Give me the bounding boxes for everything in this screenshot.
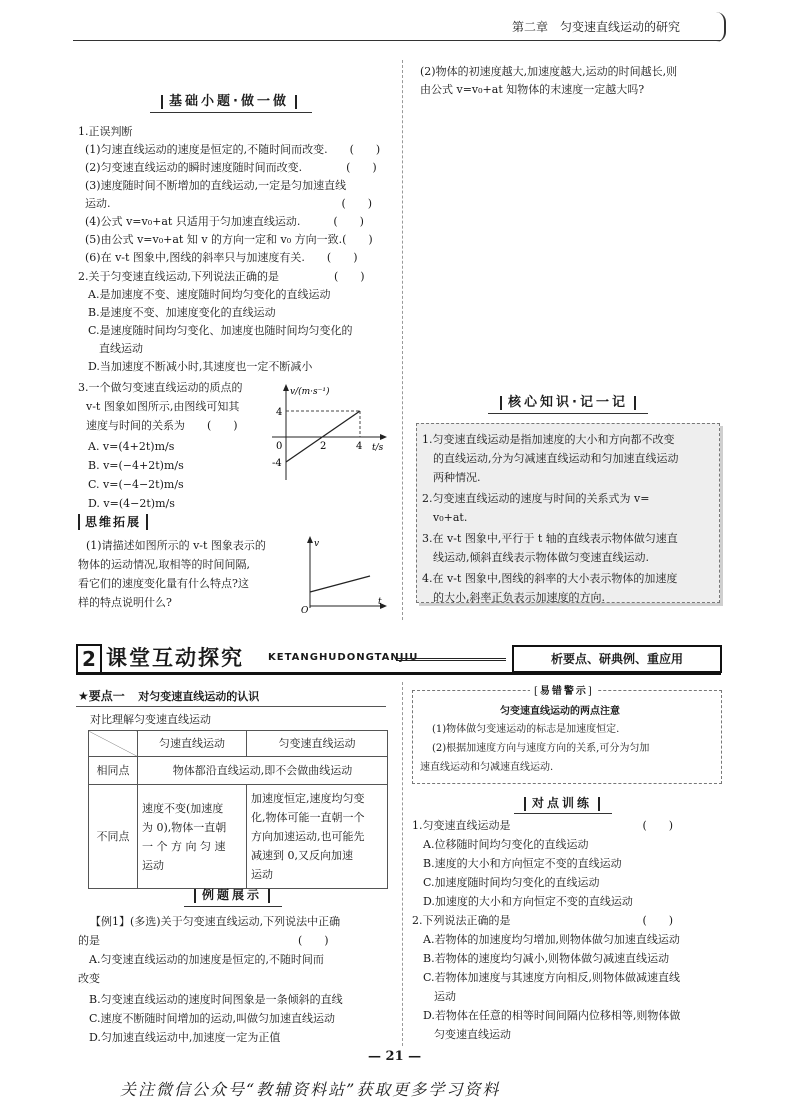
- compare-title: 对比理解匀变速直线运动: [90, 713, 211, 726]
- basic-rule: [150, 112, 312, 113]
- warning-title: 易错警示: [539, 686, 588, 697]
- q3-xlabel: t/s: [372, 443, 384, 453]
- q1-item: (5)由公式 v=v₀+at 知 v 的方向一定和 v₀ 方向一致.( ): [85, 233, 373, 246]
- thinking-ylabel: v: [314, 539, 320, 549]
- knowledge-line: 4.在 v-t 图象中,图线的斜率的大小表示物体的加速度: [422, 572, 678, 585]
- q1-item: (2)匀变速直线运动的瞬时速度随时间而改变. ( ): [85, 161, 377, 174]
- q1-item: (1)匀速直线运动的速度是恒定的,不随时间而改变. ( ): [85, 143, 381, 156]
- q2-option: A.是加速度不变、速度随时间均匀变化的直线运动: [88, 288, 331, 301]
- banner-pinyin: KETANGHUDONGTANJIU: [268, 652, 419, 663]
- train-line: 1.匀变速直线运动是 ( ): [412, 819, 674, 832]
- knowledge-line: 的大小,斜率正负表示加速度的方向.: [422, 591, 605, 604]
- column-divider-top: [402, 60, 403, 620]
- q3-ylabel: v/(m·s⁻¹): [290, 387, 330, 397]
- thinking-line: 样的特点说明什么?: [78, 596, 172, 609]
- q3-origin: 0: [276, 441, 283, 452]
- example-line: 【例1】(多选)关于匀变速直线运动,下列说法中正确: [90, 915, 341, 928]
- section-title-example: 例题展示: [188, 886, 276, 903]
- banner-right-text: 析要点、研典例、重应用: [550, 652, 683, 666]
- comparison-table: [88, 730, 388, 889]
- example-line: 改变: [78, 972, 100, 985]
- train-line: 2.下列说法正确的是 ( ): [412, 914, 674, 927]
- banner-title: 课堂互动探究: [106, 646, 244, 670]
- q3-option: A. v=(4+2t)m/s: [88, 440, 175, 453]
- train-rule: [514, 813, 612, 814]
- column-divider-bottom: [402, 682, 403, 1046]
- q3-option: D. v=(4−2t)m/s: [88, 497, 175, 510]
- train-line: D.若物体在任意的相等时间间隔内位移相等,则物体做: [412, 1009, 681, 1022]
- warning-line: 速直线运动和匀减速直线运动.: [420, 762, 554, 773]
- warning-line: (1)物体做匀变速运动的标志是加速度恒定.: [432, 724, 620, 735]
- table-row-head: 不同点: [89, 785, 138, 889]
- train-line: B.若物体的速度均匀减小,则物体做匀减速直线运动: [412, 952, 670, 965]
- table-row-head: 相同点: [89, 757, 138, 785]
- thinking-title: 思维拓展: [85, 515, 142, 529]
- example-line: 的是 ( ): [78, 934, 329, 947]
- knowledge-line: 两种情况.: [422, 471, 481, 484]
- table-head: 匀变速直线运动: [247, 731, 388, 757]
- thinking-line: 看它们的速度变化量有什么特点?这: [78, 577, 249, 590]
- section-title-train: 对点训练: [518, 794, 606, 811]
- train-line: D.加速度的大小和方向恒定不变的直线运动: [412, 895, 633, 908]
- train-line: B.速度的大小和方向恒定不变的直线运动: [412, 857, 622, 870]
- q-line: 由公式 v=v₀+at 知物体的末速度一定越大吗?: [420, 83, 645, 96]
- thinking-line: 物体的运动情况,取相等的时间间隔,: [78, 558, 250, 571]
- table-cell: 加速度恒定,速度均匀变 化,物体可能一直朝一个 方向加速运动,也可能先 减速到 0,又反向加速 运动: [247, 785, 388, 889]
- train-line: C.加速度随时间均匀变化的直线运动: [412, 876, 600, 889]
- section-title-knowledge: 核心知识·记一记: [494, 391, 642, 410]
- q1-item: (6)在 v-t 图象中,图线的斜率只与加速度有关. ( ): [85, 251, 358, 264]
- header-rule: [73, 40, 721, 41]
- train-line: 运动: [412, 990, 456, 1003]
- q1-item: (4)公式 v=v₀+at 只适用于匀加速直线运动. ( ): [85, 215, 364, 228]
- q3-option: C. v=(−4−2t)m/s: [88, 478, 184, 491]
- point-label: ★要点一: [78, 689, 125, 703]
- banner-line: [396, 658, 506, 661]
- knowledge-line: 线运动,倾斜直线表示物体做匀变速直线运动.: [422, 551, 649, 564]
- train-line: A.若物体的加速度均匀增加,则物体做匀加速直线运动: [412, 933, 680, 946]
- warning-subtitle: 匀变速直线运动的两点注意: [500, 706, 620, 717]
- example-line: D.匀加速直线运动中,加速度一定为正值: [78, 1031, 281, 1044]
- q3-option: B. v=(−4+2t)m/s: [88, 459, 184, 472]
- section-banner: [76, 644, 721, 672]
- example-line: A.匀变速直线运动的加速度是恒定的,不随时间而: [78, 953, 324, 966]
- q1-item: (3)速度随时间不断增加的直线运动,一定是匀加速直线: [85, 179, 347, 192]
- thinking-vt-graph: [298, 534, 390, 614]
- thinking-xlabel: t: [378, 597, 382, 607]
- knowledge-line: 3.在 v-t 图象中,平行于 t 轴的直线表示物体做匀速直: [422, 532, 678, 545]
- train-line: C.若物体加速度与其速度方向相反,则物体做减速直线: [412, 971, 681, 984]
- q3-vt-graph: [268, 382, 390, 482]
- section-title-basic: 基础小题·做一做: [155, 90, 303, 109]
- knowledge-line: v₀+at.: [422, 511, 468, 524]
- q2-option: B.是速度不变、加速度变化的直线运动: [88, 306, 276, 319]
- banner-right: [512, 645, 722, 673]
- point-heading: [78, 687, 259, 704]
- table-cell: 物体都沿直线运动,即不会做曲线运动: [138, 757, 388, 785]
- banner-number: 2: [82, 647, 96, 671]
- banner-underline: [76, 672, 721, 675]
- q-line: (2)物体的初速度越大,加速度越大,运动的时间越长,则: [420, 65, 678, 78]
- q3-line: 3.一个做匀变速直线运动的质点的: [78, 381, 243, 394]
- q3-y-neg: -4: [272, 458, 282, 469]
- page-number: — 21 —: [368, 1049, 422, 1064]
- footer-note: 关注微信公众号“教辅资料站”获取更多学习资料: [120, 1080, 501, 1099]
- thinking-line: (1)请描述如图所示的 v-t 图象表示的: [86, 539, 266, 552]
- point-title: 对匀变速直线运动的认识: [138, 690, 260, 703]
- table-corner: [89, 731, 138, 757]
- warning-title-wrap: [易错警示]: [530, 682, 598, 697]
- table-head: 匀速直线运动: [138, 731, 247, 757]
- thinking-title-box: [78, 514, 148, 530]
- train-line: A.位移随时间均匀变化的直线运动: [412, 838, 589, 851]
- warning-line: (2)根据加速度方向与速度方向的关系,可分为匀加: [432, 743, 650, 754]
- q3-line: 速度与时间的关系为 ( ): [86, 419, 238, 432]
- point-rule: [76, 706, 386, 707]
- q2-option: C.是速度随时间均匀变化、加速度也随时间均匀变化的: [88, 324, 353, 337]
- chapter-header: 第二章 匀变速直线运动的研究: [512, 20, 681, 34]
- banner-number-box: [76, 644, 102, 674]
- thinking-origin: O: [301, 606, 309, 614]
- example-line: C.速度不断随时间增加的运动,叫做匀加速直线运动: [78, 1012, 336, 1025]
- example-line: B.匀变速直线运动的速度时间图象是一条倾斜的直线: [78, 993, 343, 1006]
- table-cell: 速度不变(加速度 为 0),物体一直朝 一 个 方 向 匀 速 运动: [138, 785, 247, 889]
- q3-line: v-t 图象如图所示,由图线可知其: [86, 400, 240, 413]
- q1-item: 运动. ( ): [85, 197, 373, 210]
- q3-y-pos: 4: [276, 407, 283, 418]
- q3-x1: 2: [320, 441, 327, 452]
- q2-option: D.当加速度不断减小时,其速度也一定不断减小: [88, 360, 313, 373]
- knowledge-line: 1.匀变速直线运动是指加速度的大小和方向都不改变: [422, 433, 675, 446]
- train-line: 匀变速直线运动: [412, 1028, 511, 1041]
- knowledge-line: 的直线运动,分为匀减速直线运动和匀加速直线运动: [422, 452, 679, 465]
- q1-title: 1.正误判断: [78, 125, 133, 138]
- header-bracket: [716, 12, 726, 42]
- example-rule: [184, 906, 282, 907]
- q3-x2: 4: [356, 441, 363, 452]
- q2-title: 2.关于匀变速直线运动,下列说法正确的是 ( ): [78, 270, 365, 283]
- knowledge-rule: [488, 413, 648, 414]
- knowledge-line: 2.匀变速直线运动的速度与时间的关系式为 v=: [422, 492, 650, 505]
- q2-option: 直线运动: [88, 342, 143, 355]
